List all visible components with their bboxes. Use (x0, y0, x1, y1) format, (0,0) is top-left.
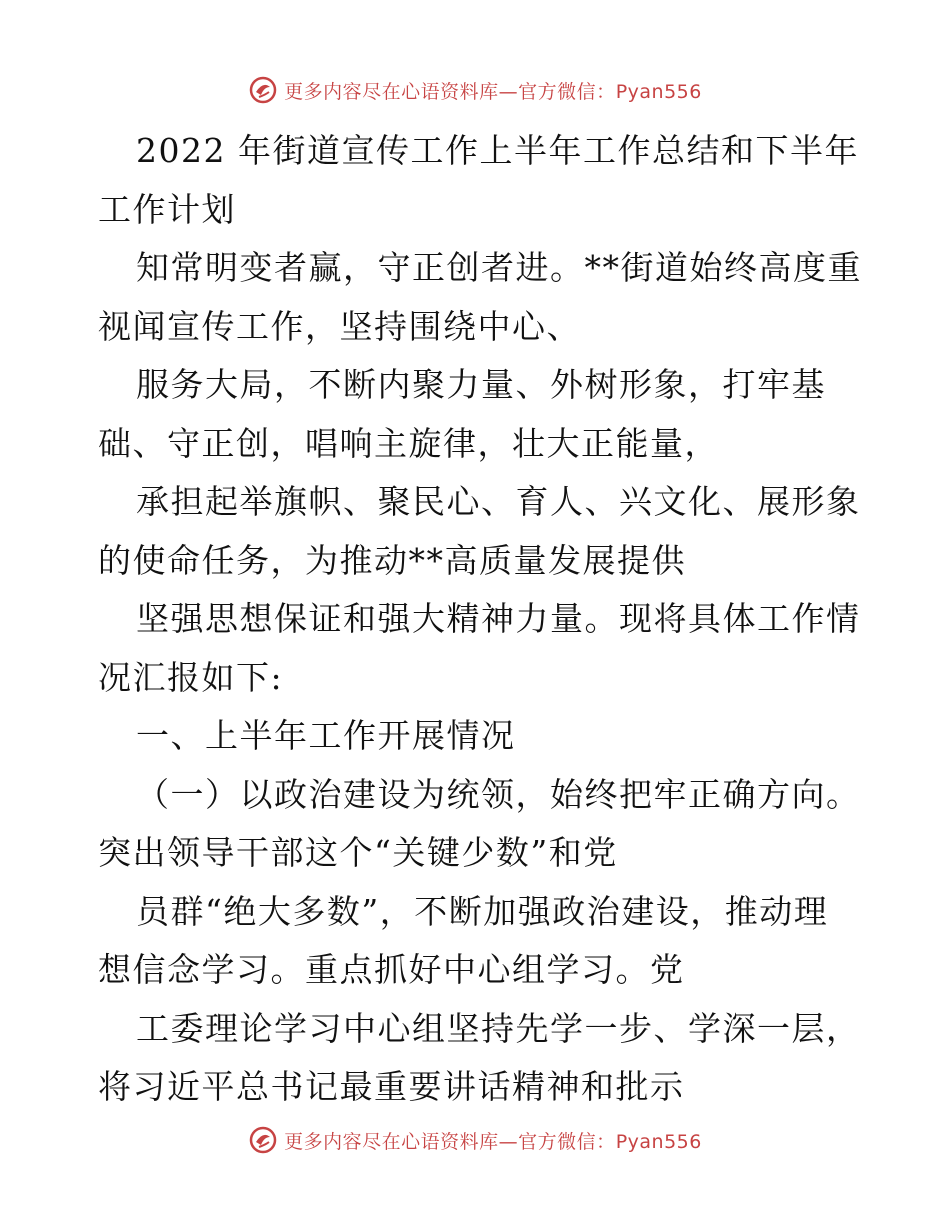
document-body (98, 122, 862, 1117)
paragraph-line: 承担起举旗帜、聚民心、育人、兴文化、展形象 (136, 482, 861, 521)
site-name: 更多内容尽在心语资料库 (284, 1130, 499, 1153)
red-swirl-logo-icon (248, 1125, 278, 1155)
paragraph-line: 视闻宣传工作，坚持围绕中心、 (98, 306, 581, 346)
paragraph-line: 员群“绝大多数”，不断加强政治建设，推动理 (136, 891, 829, 931)
red-swirl-logo-icon (248, 75, 278, 105)
paragraph-line: 知常明变者赢，守正创者进。**街道始终高度重 (136, 248, 862, 287)
subsection-heading: （一）以政治建设为统领，始终把牢正确方向。 (136, 774, 861, 814)
paragraph-line: 的使命任务，为推动**高质量发展提供 (98, 540, 686, 580)
site-name: 更多内容尽在心语资料库 (284, 80, 499, 103)
section-heading: 一、上半年工作开展情况 (136, 716, 516, 755)
paragraph-line: 服务大局，不断内聚力量、外树形象，打牢基 (136, 365, 826, 404)
banner-dash: — (498, 80, 519, 103)
paragraph-line: 将习近平总书记最重要讲话精神和批示 (98, 1067, 685, 1106)
wechat-id: Pyan556 (615, 1130, 702, 1153)
paragraph-line: 础、守正创，唱响主旋律，壮大正能量， (98, 423, 719, 463)
banner-dash: — (498, 1130, 519, 1153)
banner-text (284, 1127, 702, 1154)
header-banner (0, 72, 950, 108)
doc-title-line-1: 2022 年街道宣传工作上半年工作总结和下半年 (136, 131, 859, 170)
footer-banner (0, 1122, 950, 1158)
paragraph-line: 坚强思想保证和强大精神力量。现将具体工作情 (136, 599, 861, 638)
official-label: 官方微信： (518, 80, 616, 103)
doc-title-line-2: 工作计划 (98, 189, 236, 229)
paragraph-line: 突出领导干部这个“关键少数”和党 (98, 833, 618, 872)
paragraph-line: 况汇报如下: (98, 657, 284, 697)
official-label: 官方微信： (518, 1130, 616, 1153)
paragraph-line: 想信念学习。重点抓好中心组学习。党 (98, 950, 685, 989)
banner-text (284, 77, 702, 104)
paragraph-line: 工委理论学习中心组坚持先学一步、学深一层， (136, 1008, 861, 1048)
wechat-id: Pyan556 (615, 80, 702, 103)
